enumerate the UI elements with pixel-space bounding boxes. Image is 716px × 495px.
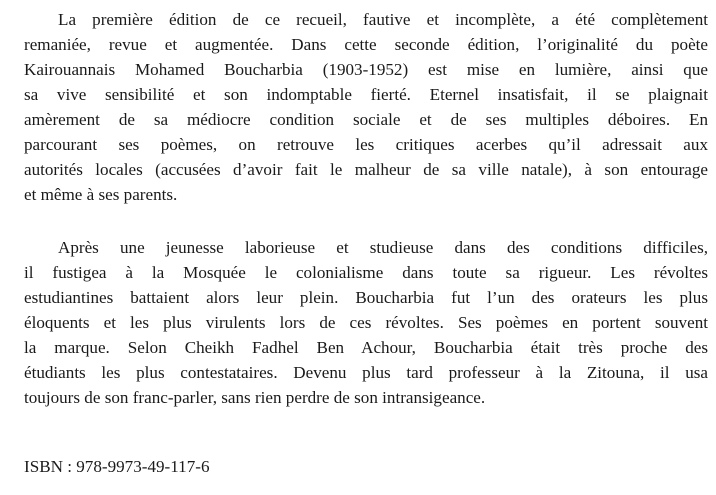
summary-paragraph-2 (24, 235, 708, 410)
text-line: il fustigea à la Mosquée le colonialisme dans toute sa rigueur. Les révoltes (24, 263, 708, 282)
text-line: autorités locales (accusées d’avoir fait le malheur de sa ville natale), à son entourage (24, 160, 708, 179)
text-line: étudiants les plus contestataires. Devenu plus tard professeur à la Zitouna, il usa (24, 363, 708, 382)
text-line: la marque. Selon Cheikh Fadhel Ben Achour, Boucharbia était très proche des (24, 338, 708, 357)
text-line: et même à ses parents. (24, 185, 178, 204)
text-line: amèrement de sa médiocre condition sociale et de ses multiples déboires. En (24, 110, 708, 129)
text-line: Après une jeunesse laborieuse et studieuse dans des conditions difficiles, (58, 238, 708, 257)
text-line: toujours de son franc-parler, sans rien perdre de son intransigeance. (24, 388, 486, 407)
isbn-number: ISBN : 978-9973-49-117-6 (24, 457, 210, 476)
text-line: parcourant ses poèmes, on retrouve les critiques acerbes qu’il adressait aux (24, 135, 708, 154)
text-line: remaniée, revue et augmentée. Dans cette seconde édition, l’originalité du poète (24, 35, 708, 54)
summary-paragraph-1 (24, 7, 708, 207)
text-line: éloquents et les plus virulents lors de ces révoltes. Ses poèmes en portent souvent (24, 313, 708, 332)
text-line: estudiantines battaient alors leur plein. Boucharbia fut l’un des orateurs les plus (24, 288, 708, 307)
text-line: sa vive sensibilité et son indomptable fierté. Eternel insatisfait, il se plaignait (24, 85, 708, 104)
text-line: Kairouannais Mohamed Boucharbia (1903-1952) est mise en lumière, ainsi que (24, 60, 708, 79)
text-line: La première édition de ce recueil, fautive et incomplète, a été complètement (58, 10, 708, 29)
